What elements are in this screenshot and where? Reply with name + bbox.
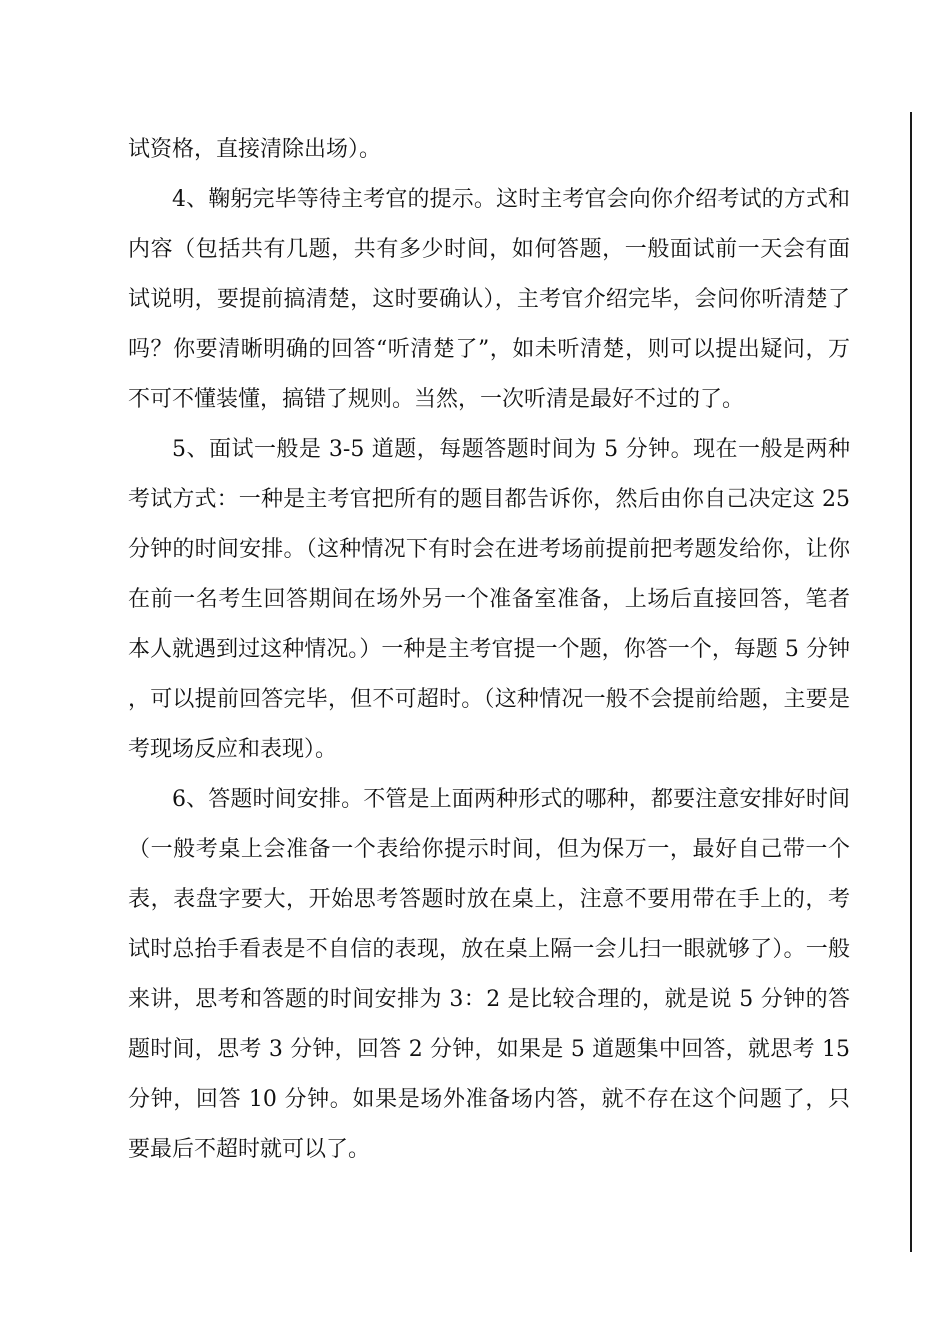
paragraph-step-5: 5、面试一般是 3-5 道题，每题答题时间为 5 分钟。现在一般是两种考试方式：一种是主考官把所有的题目都告诉你，然后由你自己决定这 25 分钟的时间安排。（这种情况下有时会在进考场前提前把考题发给你，让你在前一名考生回答期间在场外另一个准备室准备，上场后直接回答，笔者本人就遇到过这种情况。）一种是主考官提一个题，你答一个，每题 5 分钟，可以提前回答完毕，但不可超时。（这种情况一般不会提前给题，主要是考现场反应和表现）。 [128, 437, 850, 762]
page-margin-rule [910, 112, 912, 1252]
paragraph-continuation: 试资格，直接清除出场）。 [128, 137, 382, 162]
document-body [128, 125, 850, 1175]
paragraph-step-6: 6、答题时间安排。不管是上面两种形式的哪种，都要注意安排好时间（一般考桌上会准备一个表给你提示时间，但为保万一，最好自己带一个表，表盘字要大，开始思考答题时放在桌上，注意不要用带在手上的，考试时总抬手看表是不自信的表现，放在桌上隔一会儿扫一眼就够了）。一般来讲，思考和答题的时间安排为 3：2 是比较合理的，就是说 5 分钟的答题时间，思考 3 分钟，回答 2 分钟，如果是 5 道题集中回答，就思考 15 分钟，回答 10 分钟。如果是场外准备场内答，就不存在这个问题了，只要最后不超时就可以了。 [128, 787, 850, 1162]
paragraph-step-4: 4、鞠躬完毕等待主考官的提示。这时主考官会向你介绍考试的方式和内容（包括共有几题，共有多少时间，如何答题，一般面试前一天会有面试说明，要提前搞清楚，这时要确认），主考官介绍完毕，会问你听清楚了吗？你要清晰明确的回答“听清楚了”，如未听清楚，则可以提出疑问，万不可不懂装懂，搞错了规则。当然，一次听清是最好不过的了。 [128, 187, 850, 412]
